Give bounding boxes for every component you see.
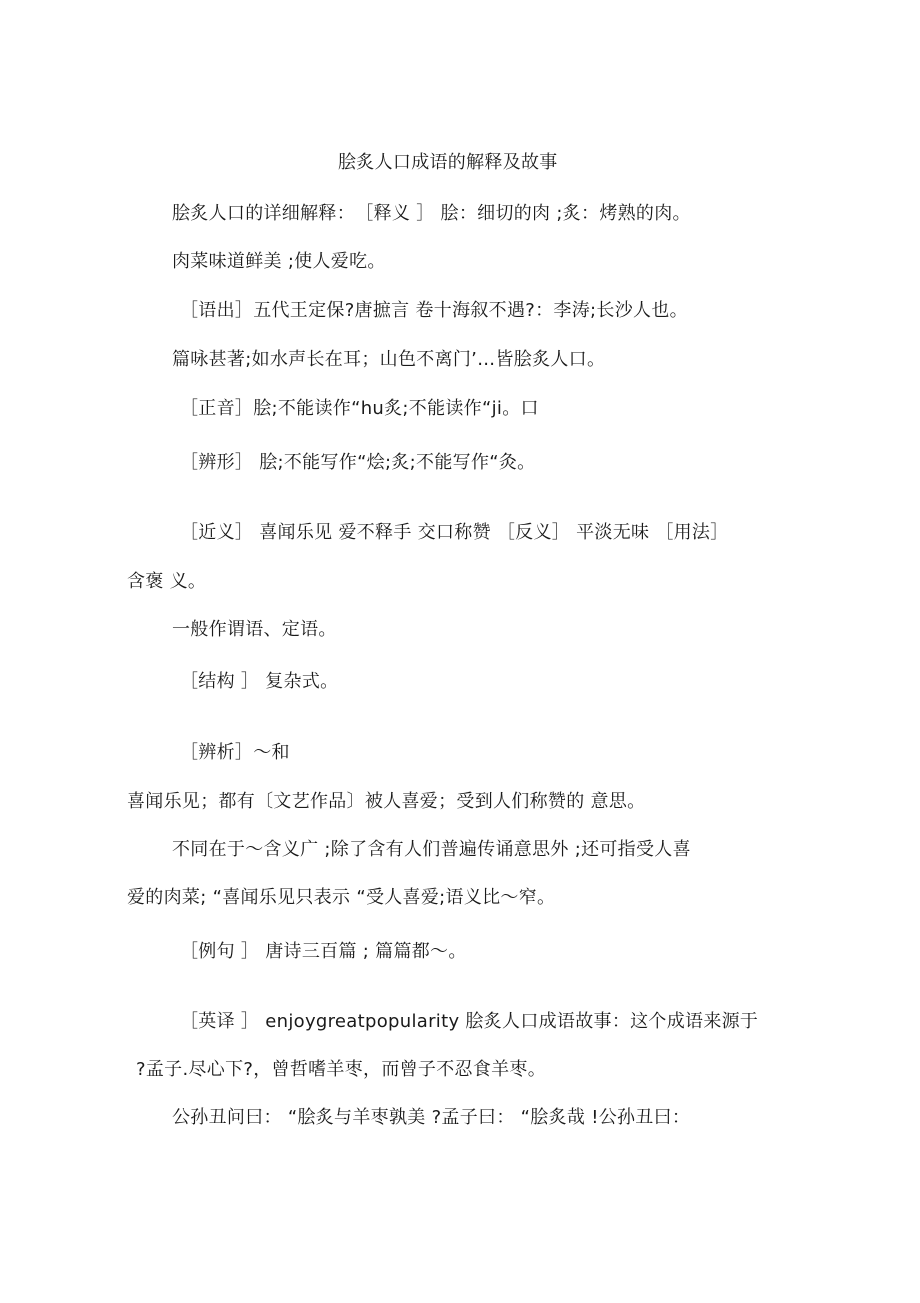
paragraph-line-15: ［例句 ］ 唐诗三百篇 ; 篇篇都～。 bbox=[180, 941, 467, 962]
paragraph-line-11: ［辨析］～和 bbox=[180, 742, 290, 763]
paragraph-line-7: ［近义］ 喜闻乐见 爱不释手 交口称赞 ［反义］ 平淡无味 ［用法］ bbox=[180, 522, 729, 543]
paragraph-line-4: 篇咏甚著;如水声长在耳；山色不离门’…皆脍炙人口。 bbox=[172, 349, 606, 370]
paragraph-line-9: 一般作谓语、定语。 bbox=[172, 619, 337, 640]
paragraph-line-13: 不同在于～含义广 ;除了含有人们普遍传诵意思外 ;还可指受人喜 bbox=[172, 839, 691, 860]
paragraph-line-5: ［正音］脍;不能读作“hu炙;不能读作“ji。口 bbox=[180, 398, 539, 419]
document-title: 脍炙人口成语的解释及故事 bbox=[338, 152, 558, 173]
paragraph-line-16: ［英译 ］ enjoygreatpopularity 脍炙人口成语故事：这个成语来源于 bbox=[180, 1011, 759, 1032]
paragraph-line-6: ［辨形］ 脍;不能写作“烩;炙;不能写作“灸。 bbox=[180, 452, 536, 473]
paragraph-line-12: 喜闻乐见；都有〔文艺作品〕被人喜爱；受到人们称赞的 意思。 bbox=[127, 791, 646, 812]
paragraph-line-14: 爱的肉菜; “喜闻乐见只表示 “受人喜爱;语义比～窄。 bbox=[127, 887, 556, 908]
paragraph-line-2: 肉菜味道鲜美 ;使人爱吃。 bbox=[172, 251, 386, 272]
paragraph-line-1: 脍炙人口的详细解释： ［释义 ］ 脍：细切的肉 ;炙：烤熟的肉。 bbox=[172, 203, 691, 224]
paragraph-line-17: ?孟子.尽心下?，曾哲嗜羊枣，而曾子不忍食羊枣。 bbox=[136, 1059, 547, 1080]
paragraph-line-8: 含褒 义。 bbox=[127, 571, 207, 592]
paragraph-line-3: ［语出］五代王定保?唐摭言 卷十海叙不遇?：李涛;长沙人也。 bbox=[180, 300, 688, 321]
paragraph-line-10: ［结构 ］ 复杂式。 bbox=[180, 671, 339, 692]
paragraph-line-18: 公孙丑问曰： “脍炙与羊枣孰美 ?孟子曰： “脍炙哉 !公孙丑曰： bbox=[172, 1107, 691, 1128]
